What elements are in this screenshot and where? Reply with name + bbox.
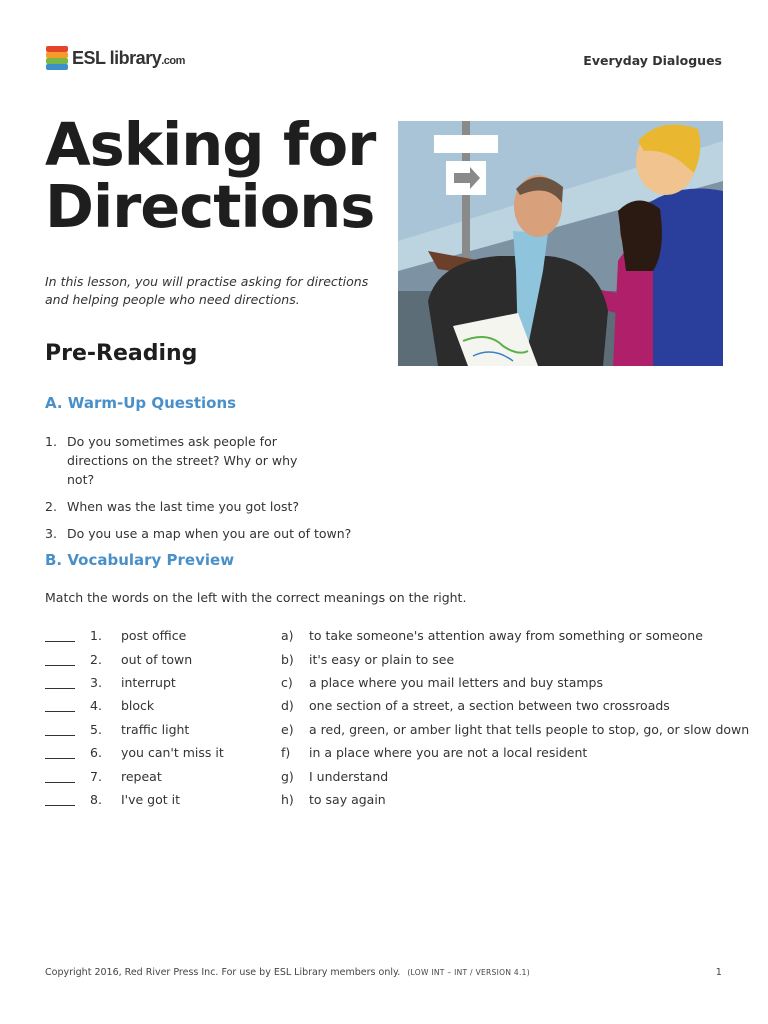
copyright-text: Copyright 2016, Red River Press Inc. For use by ESL Library members only. <box>45 967 401 978</box>
page-number: 1 <box>715 967 722 978</box>
definition-letter: c) <box>281 674 293 690</box>
table-row <box>45 764 735 787</box>
list-item <box>45 497 365 516</box>
definition-text: one section of a street, a section between two crossroads <box>309 698 670 714</box>
row-number: 3. <box>90 674 102 690</box>
definition-letter: d) <box>281 698 294 714</box>
row-number: 7. <box>90 768 102 784</box>
intro-text: In this lesson, you will practise asking for directions and helping people who need directions. <box>45 274 369 307</box>
table-row <box>45 671 735 694</box>
copyright-footer <box>45 967 530 978</box>
answer-blank[interactable] <box>45 782 75 783</box>
vocab-word: interrupt <box>121 674 176 690</box>
directions-illustration <box>398 121 723 366</box>
definition-text: in a place where you are not a local resident <box>309 745 588 761</box>
logo-text: ESL library.com <box>72 47 185 68</box>
vocab-heading: B. Vocabulary Preview <box>45 551 235 569</box>
definition-text: a red, green, or amber light that tells people to stop, go, or slow down <box>309 721 750 737</box>
list-item <box>45 524 365 543</box>
definition-text: it's easy or plain to see <box>309 651 455 667</box>
logo-stack-icon <box>46 46 68 70</box>
definition-text: to say again <box>309 791 386 807</box>
list-item <box>45 432 365 489</box>
answer-blank[interactable] <box>45 805 75 806</box>
row-number: 5. <box>90 721 102 737</box>
row-number: 1. <box>90 628 102 644</box>
series-label: Everyday Dialogues <box>583 53 722 68</box>
definition-letter: e) <box>281 721 294 737</box>
definition-text: I understand <box>309 768 389 784</box>
logo <box>46 44 185 72</box>
vocab-word: block <box>121 698 155 714</box>
definition-text: to take someone's attention away from something or someone <box>309 628 703 644</box>
question-text: Do you sometimes ask people for directions on the street? Why or why not? <box>67 434 298 487</box>
table-row <box>45 718 750 741</box>
vocab-matching-table <box>45 624 750 811</box>
answer-blank[interactable] <box>45 758 75 759</box>
vocab-instruction: Match the words on the left with the correct meanings on the right. <box>45 590 467 605</box>
answer-blank[interactable] <box>45 641 75 642</box>
vocab-word: post office <box>121 628 187 644</box>
vocab-word: repeat <box>121 768 162 784</box>
answer-blank[interactable] <box>45 688 75 689</box>
page-title: Asking for Directions <box>45 110 376 241</box>
vocab-word: out of town <box>121 651 193 667</box>
vocab-word: traffic light <box>121 721 190 737</box>
table-row <box>45 647 735 670</box>
pre-reading-heading: Pre-Reading <box>45 341 198 366</box>
question-text: When was the last time you got lost? <box>67 499 300 514</box>
answer-blank[interactable] <box>45 711 75 712</box>
definition-letter: h) <box>281 791 294 807</box>
warmup-question-list <box>45 432 365 551</box>
row-number: 2. <box>90 651 102 667</box>
question-number: 3. <box>45 526 57 541</box>
question-text: Do you use a map when you are out of town? <box>67 526 352 541</box>
question-number: 2. <box>45 499 57 514</box>
level-version-text: (LOW INT – INT / VERSION 4.1) <box>407 968 530 977</box>
table-row <box>45 788 735 811</box>
answer-blank[interactable] <box>45 665 75 666</box>
row-number: 8. <box>90 791 102 807</box>
table-row <box>45 741 735 764</box>
vocab-word: you can't miss it <box>121 745 224 761</box>
row-number: 4. <box>90 698 102 714</box>
answer-blank[interactable] <box>45 735 75 736</box>
definition-letter: g) <box>281 768 294 784</box>
table-row <box>45 694 735 717</box>
definition-letter: b) <box>281 651 294 667</box>
definition-text: a place where you mail letters and buy stamps <box>309 674 603 690</box>
definition-letter: f) <box>281 745 291 761</box>
vocab-word: I've got it <box>121 791 181 807</box>
row-number: 6. <box>90 745 102 761</box>
definition-letter: a) <box>281 628 294 644</box>
warmup-heading: A. Warm-Up Questions <box>45 394 237 412</box>
question-number: 1. <box>45 434 57 449</box>
table-row <box>45 624 735 647</box>
